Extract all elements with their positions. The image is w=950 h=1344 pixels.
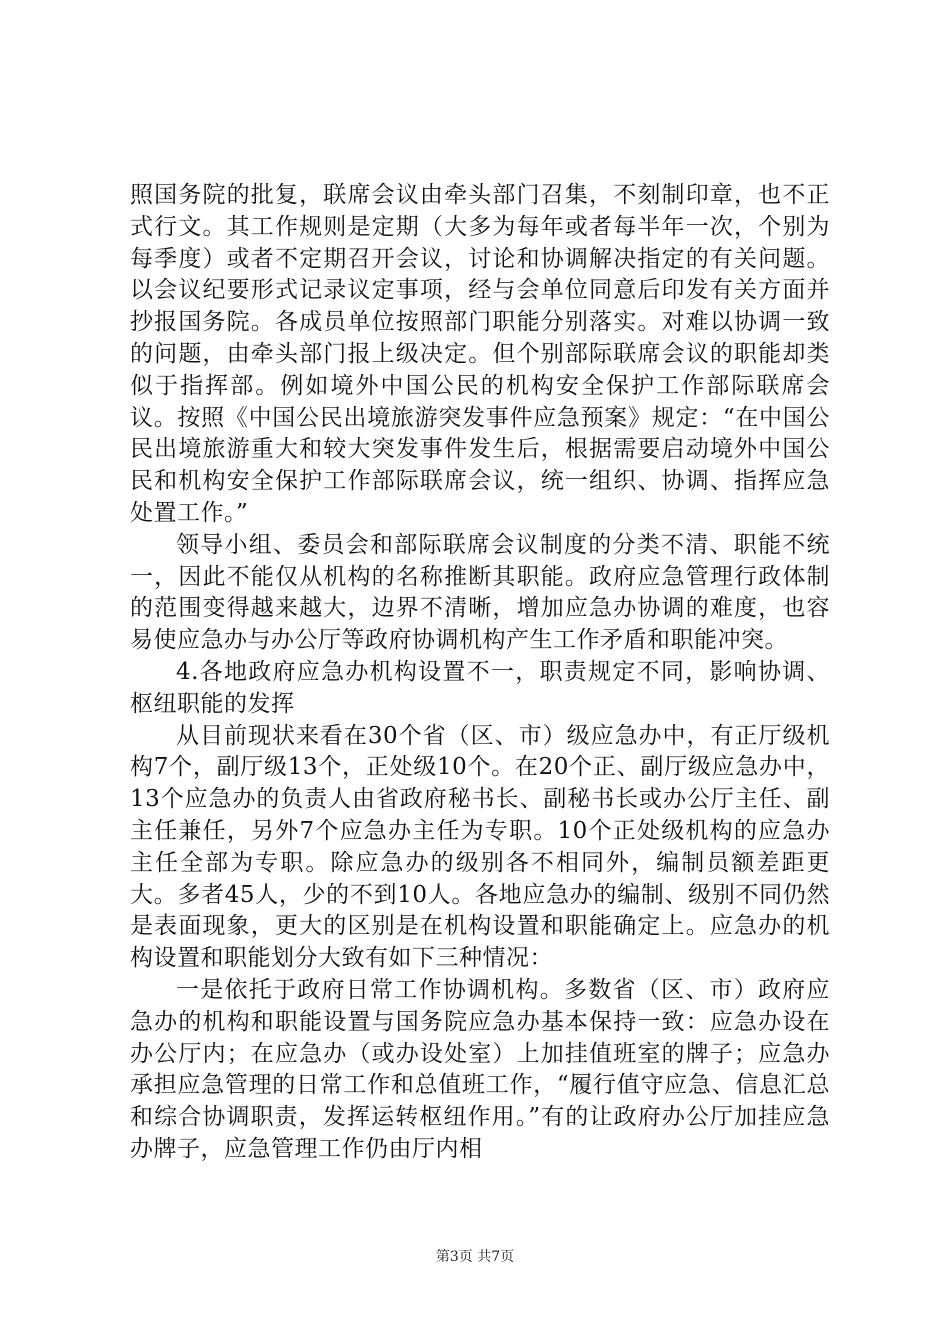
- section-heading: 4.各地政府应急办机构设置不一，职责规定不同，影响协调、枢纽职能的发挥: [130, 658, 830, 717]
- page-number-footer: 第3页 共7页: [435, 1249, 515, 1265]
- paragraph-2: 领导小组、委员会和部际联席会议制度的分类不清、职能不统一，因此不能仅从机构的名称推断其职能。政府应急管理行政体制的范围变得越来越大，边界不清晰，增加应急办协调的难度，也容易使应急办与办公厅等政府协调机构产生工作矛盾和职能冲突。: [130, 531, 830, 654]
- paragraph-3: 从目前现状来看在30个省（区、市）级应急办中，有正厅级机构7个，副厅级13个，正处级10个。在20个正、副厅级应急办中，13个应急办的负责人由省政府秘书长、副秘书长或办公厅主任、副主任兼任，另外7个应急办主任为专职。10个正处级机构的应急办主任全部为专职。除应急办的级别各不相同外，编制员额差距更大。多者45人，少的不到10人。各地应急办的编制、级别不同仍然是表面现象，更大的区别是在机构设置和职能确定上。应急办的机构设置和职能划分大致有如下三种情况：: [130, 722, 830, 972]
- paragraph-1: 照国务院的批复，联席会议由牵头部门召集，不刻制印章，也不正式行文。其工作规则是定期（大多为每年或者每半年一次，个别为每季度）或者不定期召开会议，讨论和协调解决指定的有关问题。以会议纪要形式记录议定事项，经与会单位同意后印发有关方面并抄报国务院。各成员单位按照部门职能分别落实。对难以协调一致的问题，由牵头部门报上级决定。但个别部际联席会议的职能却类似于指挥部。例如境外中国公民的机构安全保护工作部际联席会议。按照《中国公民出境旅游突发事件应急预案》规定：“在中国公民出境旅游重大和较大突发事件发生后，根据需要启动境外中国公民和机构安全保护工作部际联席会议，统一组织、协调、指挥应急处置工作。”: [130, 182, 830, 526]
- paragraph-4: 一是依托于政府日常工作协调机构。多数省（区、市）政府应急办的机构和职能设置与国务院应急办基本保持一致：应急办设在办公厅内；在应急办（或办设处室）上加挂值班室的牌子；应急办承担应急管理的日常工作和总值班工作，“履行值守应急、信息汇总和综合协调职责，发挥运转枢纽作用。”有的让政府办公厅加挂应急办牌子，应急管理工作仍由厅内相: [130, 976, 830, 1162]
- document-body: [130, 180, 830, 1166]
